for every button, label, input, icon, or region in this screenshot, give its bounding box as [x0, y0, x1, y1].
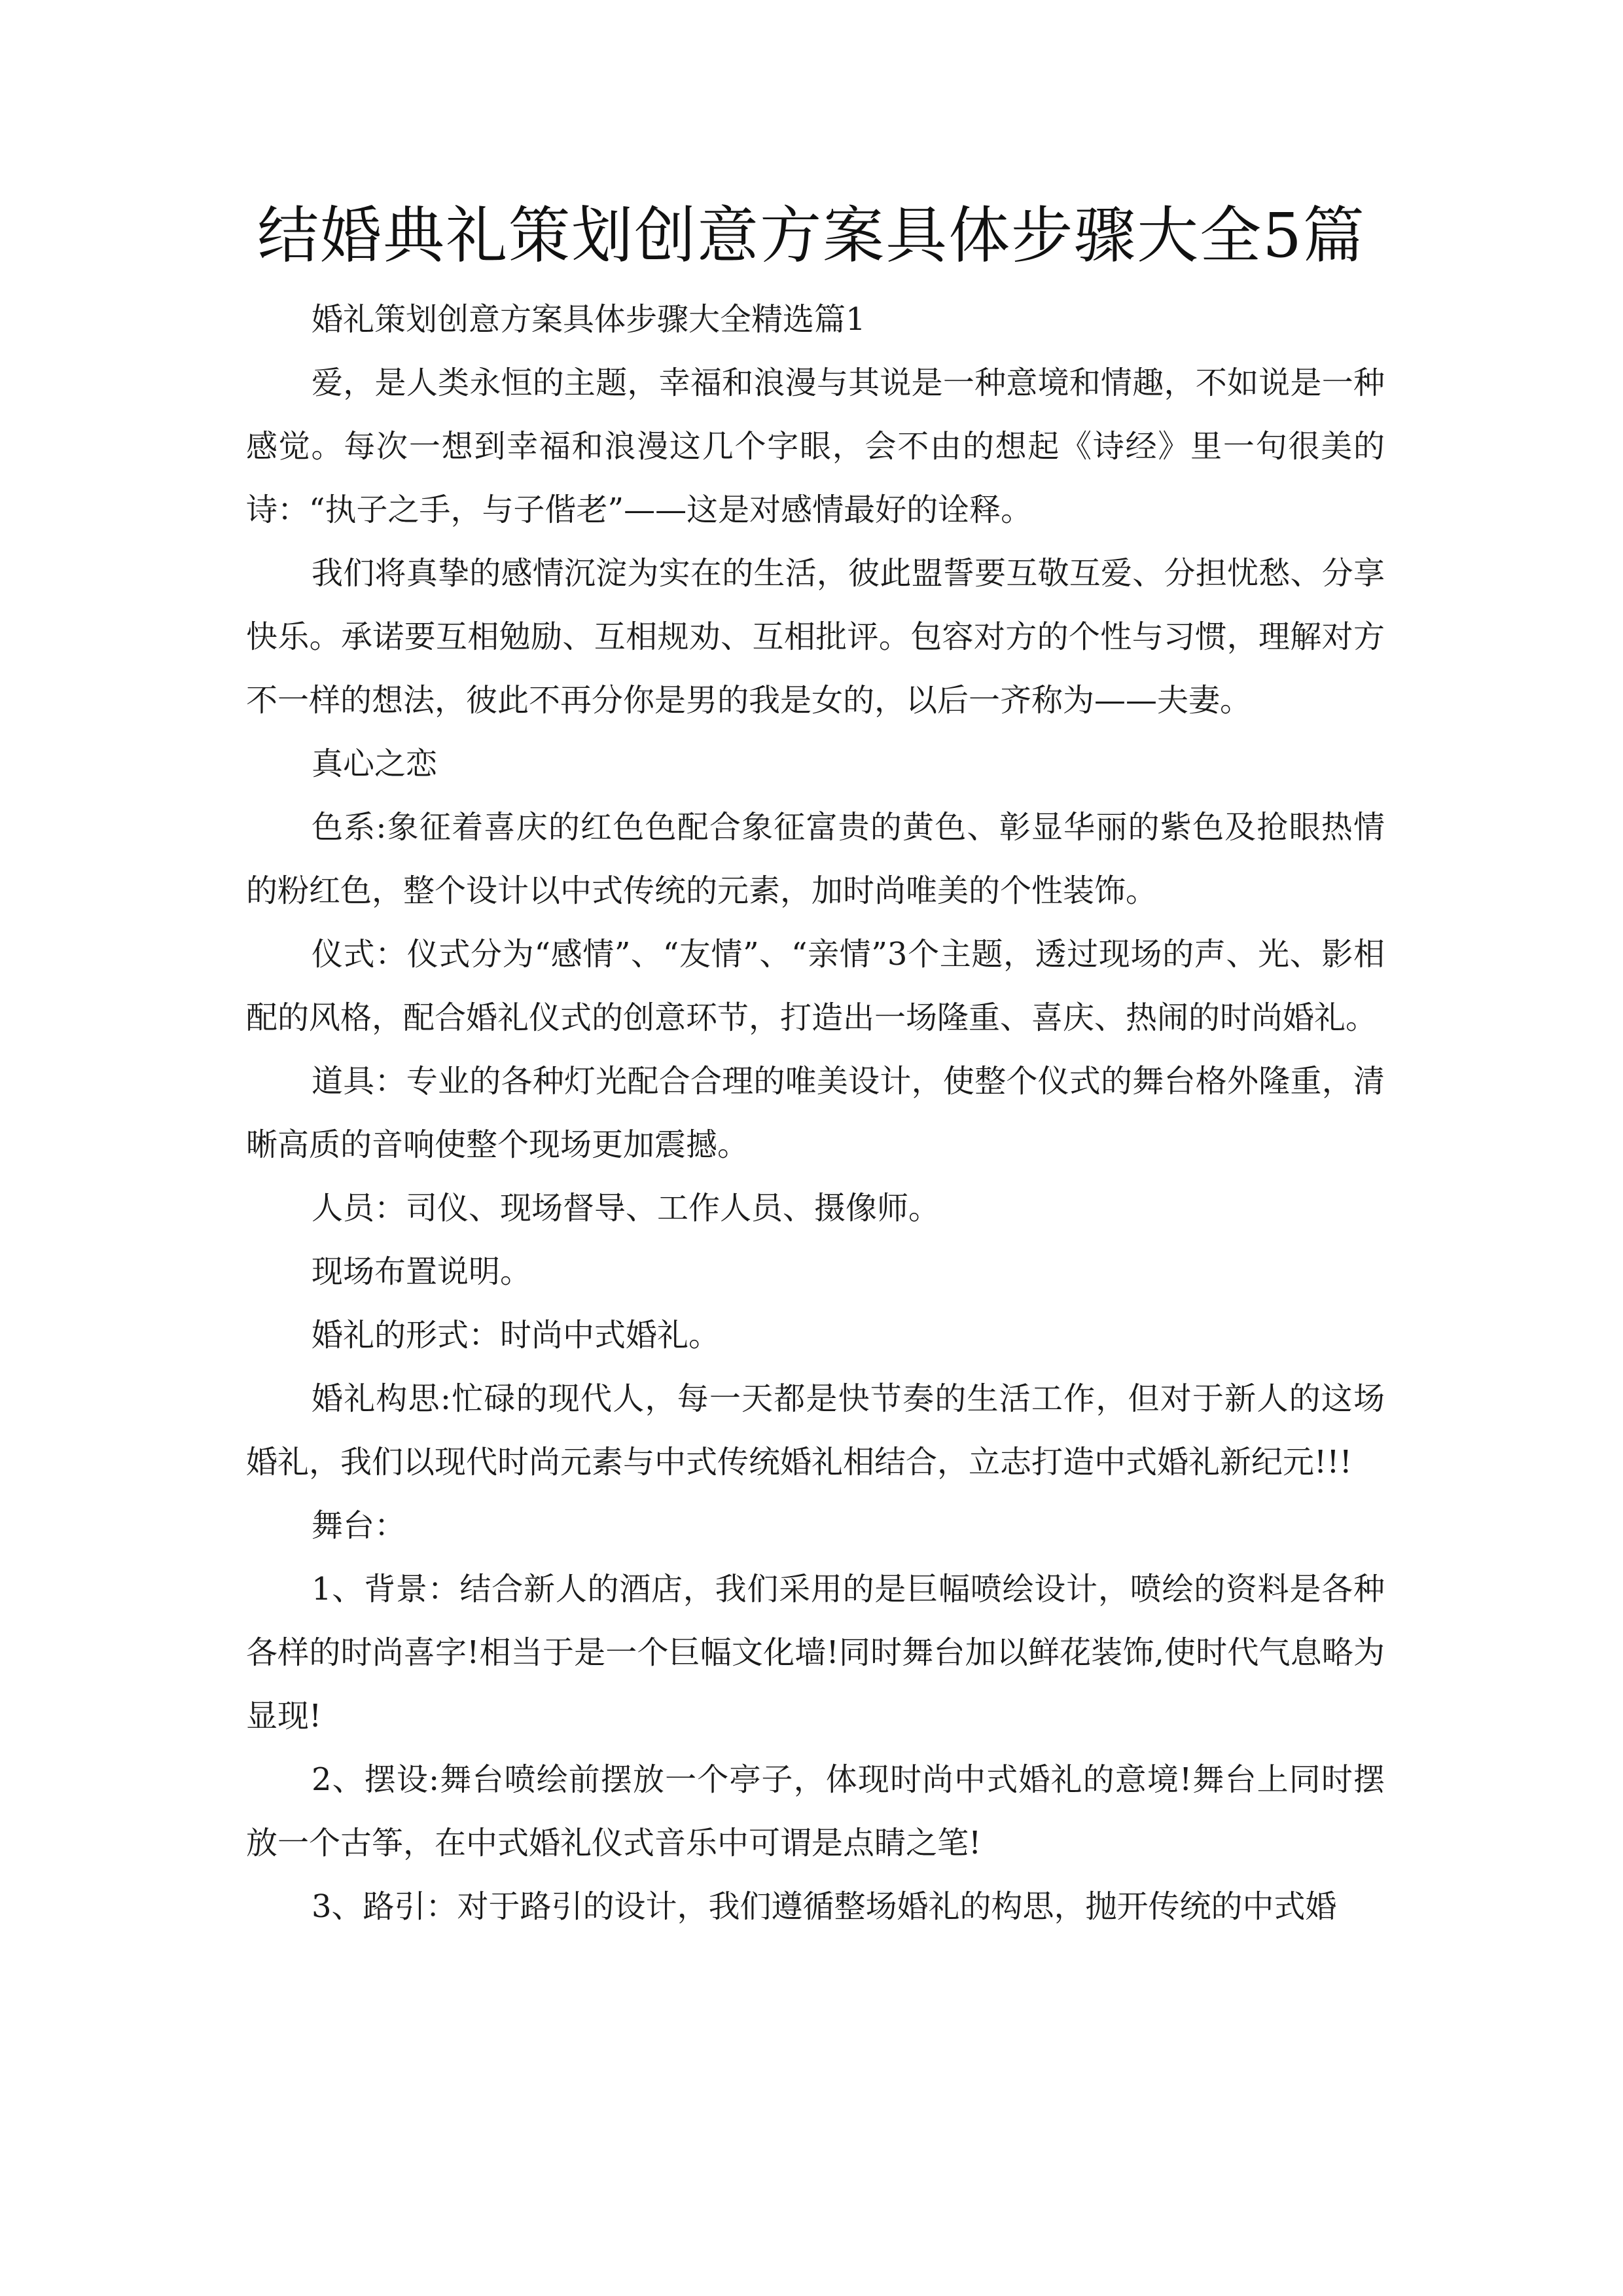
paragraph: 婚礼构思:忙碌的现代人，每一天都是快节奏的生活工作，但对于新人的这场婚礼，我们以现代时尚元素与中式传统婚礼相结合，立志打造中式婚礼新纪元!!!: [246, 1380, 1385, 1480]
paragraph: 1、背景：结合新人的酒店，我们采用的是巨幅喷绘设计，喷绘的资料是各种各样的时尚喜字!相当于是一个巨幅文化墙!同时舞台加以鲜花装饰,使时代气息略为显现!: [246, 1571, 1385, 1734]
document-body: [246, 288, 1385, 1939]
paragraph: 我们将真挚的感情沉淀为实在的生活，彼此盟誓要互敬互爱、分担忧愁、分享快乐。承诺要互相勉励、互相规劝、互相批评。包容对方的个性与习惯，理解对方不一样的想法，彼此不再分你是男的我是女的，以后一齐称为——夫妻。: [246, 555, 1385, 719]
paragraph: 色系:象征着喜庆的红色色配合象征富贵的黄色、彰显华丽的紫色及抢眼热情的粉红色，整个设计以中式传统的元素，加时尚唯美的个性装饰。: [246, 809, 1385, 909]
document-title: 结婚典礼策划创意方案具体步骤大全5篇: [257, 200, 1366, 272]
paragraph-subtitle: 婚礼策划创意方案具体步骤大全精选篇1: [312, 301, 866, 338]
paragraph: 爱，是人类永恒的主题，幸福和浪漫与其说是一种意境和情趣，不如说是一种感觉。每次一想到幸福和浪漫这几个字眼，会不由的想起《诗经》里一句很美的诗：“执子之手，与子偕老”——这是对感情最好的诠释。: [246, 365, 1385, 528]
paragraph: 婚礼的形式：时尚中式婚礼。: [312, 1317, 721, 1354]
paragraph: 现场布置说明。: [312, 1253, 532, 1290]
paragraph: 真心之恋: [312, 745, 438, 782]
paragraph: 3、路引：对于路引的设计，我们遵循整场婚礼的构思，抛开传统的中式婚: [312, 1888, 1337, 1925]
paragraph: 舞台：: [312, 1507, 406, 1544]
paragraph: 道具：专业的各种灯光配合合理的唯美设计，使整个仪式的舞台格外隆重，清晰高质的音响使整个现场更加震撼。: [246, 1063, 1385, 1163]
paragraph: 人员：司仪、现场督导、工作人员、摄像师。: [312, 1190, 940, 1227]
paragraph: 2、摆设:舞台喷绘前摆放一个亭子，体现时尚中式婚礼的意境!舞台上同时摆放一个古筝，在中式婚礼仪式音乐中可谓是点睛之笔!: [246, 1761, 1385, 1861]
paragraph: 仪式：仪式分为“感情”、“友情”、“亲情”3个主题，透过现场的声、光、影相配的风格，配合婚礼仪式的创意环节，打造出一场隆重、喜庆、热闹的时尚婚礼。: [246, 936, 1385, 1036]
